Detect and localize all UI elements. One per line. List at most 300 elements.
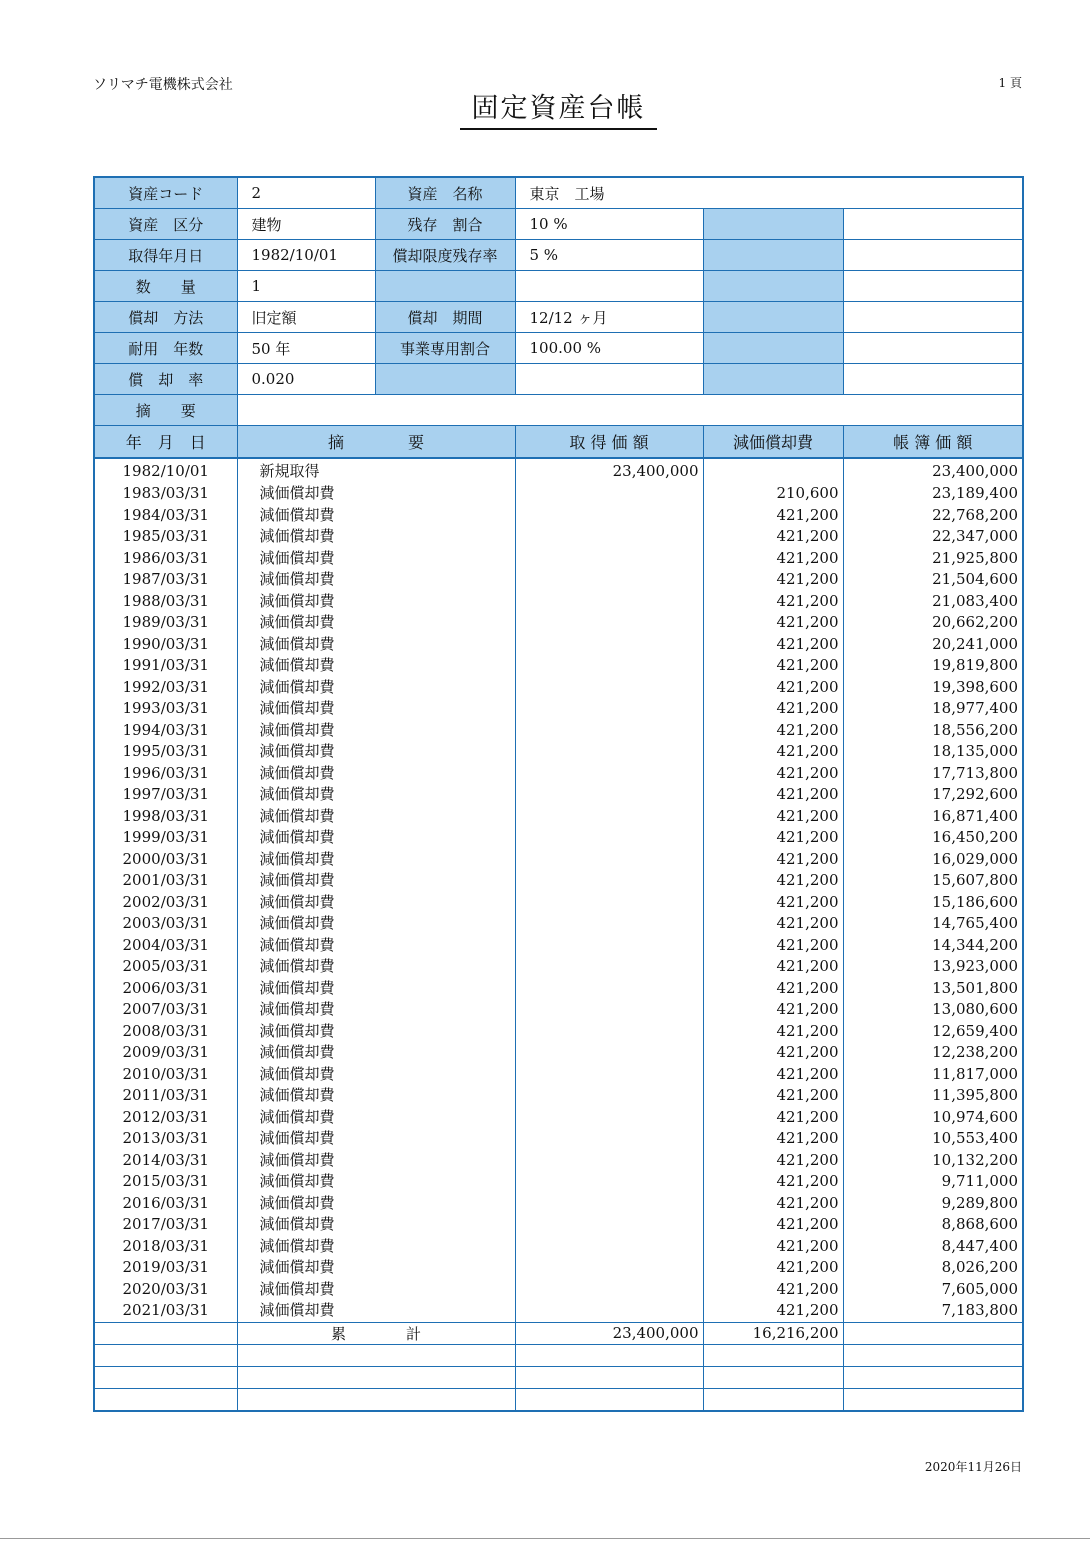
info-label: 償却限度残存率: [375, 240, 515, 271]
table-row: [94, 892, 1023, 914]
row-depreciation: [703, 458, 843, 483]
row-date: 2005/03/31: [94, 956, 237, 978]
row-book-value: 18,556,200: [843, 720, 1023, 742]
row-depreciation: 421,200: [703, 1085, 843, 1107]
row-description: 減価償却費: [237, 870, 515, 892]
row-date: 2021/03/31: [94, 1300, 237, 1322]
info-row: [94, 240, 1023, 271]
row-acquisition: [515, 1150, 703, 1172]
info-value: 1982/10/01: [237, 240, 375, 271]
blank-row: [94, 1344, 1023, 1366]
row-description: 減価償却費: [237, 1021, 515, 1043]
row-description: 減価償却費: [237, 741, 515, 763]
table-row: [94, 720, 1023, 742]
page-bottom-divider: [0, 1538, 1090, 1539]
row-acquisition: [515, 784, 703, 806]
row-date: 2019/03/31: [94, 1257, 237, 1279]
row-date: 1986/03/31: [94, 548, 237, 570]
info-value: 1: [237, 271, 375, 302]
total-row: [94, 1322, 1023, 1344]
row-depreciation: 421,200: [703, 806, 843, 828]
row-description: 減価償却費: [237, 763, 515, 785]
row-depreciation: 421,200: [703, 698, 843, 720]
blank-cell: [237, 1366, 515, 1388]
row-date: 1985/03/31: [94, 526, 237, 548]
row-book-value: 21,083,400: [843, 591, 1023, 613]
row-date: 2017/03/31: [94, 1214, 237, 1236]
info-row: [94, 177, 1023, 209]
info-value-empty: [843, 240, 1023, 271]
row-book-value: 7,183,800: [843, 1300, 1023, 1322]
row-depreciation: 421,200: [703, 956, 843, 978]
row-acquisition: [515, 634, 703, 656]
info-label: 耐用 年数: [94, 333, 237, 364]
info-label: 資産コード: [94, 177, 237, 209]
col-header-depreciation: 減価償却費: [703, 426, 843, 459]
row-description: 減価償却費: [237, 1150, 515, 1172]
blank-cell: [703, 1344, 843, 1366]
row-acquisition: [515, 892, 703, 914]
info-label: 事業専用割合: [375, 333, 515, 364]
row-depreciation: 421,200: [703, 870, 843, 892]
table-row: [94, 1085, 1023, 1107]
row-depreciation: 421,200: [703, 612, 843, 634]
row-description: 減価償却費: [237, 1171, 515, 1193]
row-book-value: 11,395,800: [843, 1085, 1023, 1107]
row-book-value: 16,029,000: [843, 849, 1023, 871]
row-date: 2000/03/31: [94, 849, 237, 871]
row-date: 2002/03/31: [94, 892, 237, 914]
row-book-value: 12,659,400: [843, 1021, 1023, 1043]
column-header-row: [94, 426, 1023, 459]
row-description: 減価償却費: [237, 720, 515, 742]
row-book-value: 15,186,600: [843, 892, 1023, 914]
row-date: 2007/03/31: [94, 999, 237, 1021]
blank-cell: [703, 1366, 843, 1388]
row-depreciation: 421,200: [703, 1128, 843, 1150]
row-book-value: 11,817,000: [843, 1064, 1023, 1086]
blank-cell: [515, 1366, 703, 1388]
row-depreciation: 421,200: [703, 1236, 843, 1258]
blank-row: [94, 1366, 1023, 1388]
table-row: [94, 1236, 1023, 1258]
row-depreciation: 210,600: [703, 483, 843, 505]
table-row: [94, 591, 1023, 613]
row-description: 減価償却費: [237, 698, 515, 720]
row-depreciation: 421,200: [703, 1300, 843, 1322]
asset-name-value: 東京 工場: [515, 177, 1023, 209]
info-label: 数 量: [94, 271, 237, 302]
row-date: 1991/03/31: [94, 655, 237, 677]
table-row: [94, 827, 1023, 849]
info-label: 取得年月日: [94, 240, 237, 271]
info-label: [375, 364, 515, 395]
row-book-value: 17,292,600: [843, 784, 1023, 806]
table-row: [94, 1064, 1023, 1086]
table-row: [94, 548, 1023, 570]
row-book-value: 16,871,400: [843, 806, 1023, 828]
row-depreciation: 421,200: [703, 1279, 843, 1301]
row-acquisition: [515, 1214, 703, 1236]
info-row: [94, 333, 1023, 364]
table-row: [94, 1279, 1023, 1301]
row-acquisition: [515, 763, 703, 785]
info-row: [94, 364, 1023, 395]
row-date: 1998/03/31: [94, 806, 237, 828]
row-book-value: 8,026,200: [843, 1257, 1023, 1279]
table-row: [94, 655, 1023, 677]
row-description: 減価償却費: [237, 806, 515, 828]
info-value-empty: [843, 271, 1023, 302]
row-depreciation: 421,200: [703, 935, 843, 957]
row-description: 減価償却費: [237, 1257, 515, 1279]
row-description: 減価償却費: [237, 1214, 515, 1236]
total-acquisition: 23,400,000: [515, 1322, 703, 1344]
table-row: [94, 698, 1023, 720]
table-row: [94, 1193, 1023, 1215]
row-book-value: 23,189,400: [843, 483, 1023, 505]
info-value: 旧定額: [237, 302, 375, 333]
row-date: 2020/03/31: [94, 1279, 237, 1301]
row-date: 2003/03/31: [94, 913, 237, 935]
row-acquisition: [515, 827, 703, 849]
row-book-value: 20,241,000: [843, 634, 1023, 656]
row-depreciation: 421,200: [703, 849, 843, 871]
row-book-value: 8,868,600: [843, 1214, 1023, 1236]
row-acquisition: [515, 677, 703, 699]
blank-row: [94, 1388, 1023, 1411]
row-acquisition: [515, 698, 703, 720]
row-depreciation: 421,200: [703, 999, 843, 1021]
row-date: 1989/03/31: [94, 612, 237, 634]
row-book-value: 18,977,400: [843, 698, 1023, 720]
table-row: [94, 569, 1023, 591]
row-book-value: 12,238,200: [843, 1042, 1023, 1064]
info-value-empty: [843, 209, 1023, 240]
blank-cell: [843, 1366, 1023, 1388]
asset-ledger-table: [93, 176, 1024, 1412]
row-acquisition: [515, 849, 703, 871]
blank-cell: [94, 1388, 237, 1411]
ledger-body: [94, 177, 1023, 1411]
row-date: 2011/03/31: [94, 1085, 237, 1107]
row-acquisition: [515, 655, 703, 677]
col-header-description: 摘 要: [237, 426, 515, 459]
row-date: 1996/03/31: [94, 763, 237, 785]
info-value: 10 %: [515, 209, 703, 240]
blank-cell: [94, 1344, 237, 1366]
row-acquisition: [515, 1300, 703, 1322]
row-description: 減価償却費: [237, 1064, 515, 1086]
table-row: [94, 999, 1023, 1021]
row-depreciation: 421,200: [703, 591, 843, 613]
memo-label: 摘 要: [94, 395, 237, 426]
row-acquisition: [515, 978, 703, 1000]
row-book-value: 9,711,000: [843, 1171, 1023, 1193]
blank-cell: [94, 1366, 237, 1388]
row-description: 減価償却費: [237, 935, 515, 957]
table-row: [94, 935, 1023, 957]
row-book-value: 15,607,800: [843, 870, 1023, 892]
col-header-date: 年 月 日: [94, 426, 237, 459]
row-book-value: 13,080,600: [843, 999, 1023, 1021]
row-acquisition: [515, 999, 703, 1021]
table-row: [94, 978, 1023, 1000]
row-acquisition: [515, 1042, 703, 1064]
blank-cell: [843, 1388, 1023, 1411]
table-row: [94, 741, 1023, 763]
row-date: 2016/03/31: [94, 1193, 237, 1215]
row-depreciation: 421,200: [703, 1214, 843, 1236]
row-description: 減価償却費: [237, 999, 515, 1021]
row-date: 2006/03/31: [94, 978, 237, 1000]
row-acquisition: [515, 1193, 703, 1215]
row-date: 1997/03/31: [94, 784, 237, 806]
col-header-book-value: 帳 簿 価 額: [843, 426, 1023, 459]
row-description: 減価償却費: [237, 655, 515, 677]
row-date: 2012/03/31: [94, 1107, 237, 1129]
info-value-empty: [843, 364, 1023, 395]
blank-cell: [703, 1388, 843, 1411]
row-date: 1983/03/31: [94, 483, 237, 505]
row-description: 減価償却費: [237, 1279, 515, 1301]
row-date: 2015/03/31: [94, 1171, 237, 1193]
table-row: [94, 849, 1023, 871]
table-row: [94, 806, 1023, 828]
row-acquisition: 23,400,000: [515, 458, 703, 483]
info-label: 償却 方法: [94, 302, 237, 333]
row-description: 減価償却費: [237, 483, 515, 505]
row-description: 減価償却費: [237, 784, 515, 806]
row-depreciation: 421,200: [703, 720, 843, 742]
row-description: 減価償却費: [237, 526, 515, 548]
table-row: [94, 634, 1023, 656]
table-row: [94, 1257, 1023, 1279]
row-acquisition: [515, 720, 703, 742]
company-name: ソリマチ電機株式会社: [93, 77, 233, 93]
blank-cell: [237, 1388, 515, 1411]
row-acquisition: [515, 1064, 703, 1086]
info-label: 残存 割合: [375, 209, 515, 240]
row-description: 減価償却費: [237, 591, 515, 613]
row-acquisition: [515, 1171, 703, 1193]
row-depreciation: 421,200: [703, 655, 843, 677]
row-date: 2004/03/31: [94, 935, 237, 957]
table-row: [94, 458, 1023, 483]
row-depreciation: 421,200: [703, 548, 843, 570]
row-description: 減価償却費: [237, 1107, 515, 1129]
row-book-value: 21,925,800: [843, 548, 1023, 570]
row-acquisition: [515, 1021, 703, 1043]
row-date: 1993/03/31: [94, 698, 237, 720]
table-row: [94, 505, 1023, 527]
table-row: [94, 526, 1023, 548]
info-value: 50 年: [237, 333, 375, 364]
row-description: 減価償却費: [237, 1042, 515, 1064]
row-date: 1995/03/31: [94, 741, 237, 763]
row-acquisition: [515, 935, 703, 957]
row-book-value: 20,662,200: [843, 612, 1023, 634]
page-number: 1 頁: [998, 76, 1022, 90]
row-book-value: 8,447,400: [843, 1236, 1023, 1258]
total-label: 累 計: [237, 1322, 515, 1344]
print-date: 2020年11月26日: [924, 1460, 1022, 1474]
row-description: 新規取得: [237, 458, 515, 483]
info-row: [94, 302, 1023, 333]
memo-row: [94, 395, 1023, 426]
total-depreciation: 16,216,200: [703, 1322, 843, 1344]
row-date: 2010/03/31: [94, 1064, 237, 1086]
row-description: 減価償却費: [237, 849, 515, 871]
row-book-value: 13,501,800: [843, 978, 1023, 1000]
row-acquisition: [515, 591, 703, 613]
row-depreciation: 421,200: [703, 741, 843, 763]
table-row: [94, 870, 1023, 892]
row-depreciation: 421,200: [703, 978, 843, 1000]
row-book-value: 13,923,000: [843, 956, 1023, 978]
table-row: [94, 763, 1023, 785]
row-book-value: 17,713,800: [843, 763, 1023, 785]
info-value: [515, 271, 703, 302]
row-acquisition: [515, 1128, 703, 1150]
info-label-empty: [703, 333, 843, 364]
table-row: [94, 913, 1023, 935]
row-description: 減価償却費: [237, 913, 515, 935]
blank-cell: [515, 1388, 703, 1411]
row-book-value: 19,819,800: [843, 655, 1023, 677]
info-value: 建物: [237, 209, 375, 240]
row-book-value: 19,398,600: [843, 677, 1023, 699]
row-acquisition: [515, 612, 703, 634]
row-depreciation: 421,200: [703, 526, 843, 548]
row-description: 減価償却費: [237, 1193, 515, 1215]
row-depreciation: 421,200: [703, 784, 843, 806]
info-label: 償 却 率: [94, 364, 237, 395]
info-value-empty: [843, 333, 1023, 364]
row-depreciation: 421,200: [703, 1150, 843, 1172]
row-date: 2013/03/31: [94, 1128, 237, 1150]
row-depreciation: 421,200: [703, 827, 843, 849]
table-row: [94, 1128, 1023, 1150]
row-depreciation: 421,200: [703, 505, 843, 527]
table-row: [94, 1300, 1023, 1322]
row-acquisition: [515, 1279, 703, 1301]
blank-cell: [237, 1344, 515, 1366]
row-book-value: 10,974,600: [843, 1107, 1023, 1129]
row-acquisition: [515, 526, 703, 548]
table-row: [94, 483, 1023, 505]
row-date: 1992/03/31: [94, 677, 237, 699]
info-value: 2: [237, 177, 375, 209]
row-description: 減価償却費: [237, 505, 515, 527]
blank-cell: [843, 1344, 1023, 1366]
row-date: 1984/03/31: [94, 505, 237, 527]
table-row: [94, 1107, 1023, 1129]
row-date: 1999/03/31: [94, 827, 237, 849]
row-book-value: 22,768,200: [843, 505, 1023, 527]
info-label: 償却 期間: [375, 302, 515, 333]
row-acquisition: [515, 1085, 703, 1107]
row-book-value: 9,289,800: [843, 1193, 1023, 1215]
info-label-empty: [703, 364, 843, 395]
row-date: 1990/03/31: [94, 634, 237, 656]
row-book-value: 22,347,000: [843, 526, 1023, 548]
info-label-empty: [703, 302, 843, 333]
row-depreciation: 421,200: [703, 913, 843, 935]
row-depreciation: 421,200: [703, 1064, 843, 1086]
table-row: [94, 612, 1023, 634]
row-depreciation: 421,200: [703, 763, 843, 785]
table-row: [94, 677, 1023, 699]
info-value-empty: [843, 302, 1023, 333]
row-description: 減価償却費: [237, 827, 515, 849]
row-date: 2018/03/31: [94, 1236, 237, 1258]
row-acquisition: [515, 913, 703, 935]
info-value: 12/12 ヶ月: [515, 302, 703, 333]
row-acquisition: [515, 1107, 703, 1129]
row-description: 減価償却費: [237, 569, 515, 591]
info-label-empty: [703, 209, 843, 240]
row-acquisition: [515, 956, 703, 978]
info-value: 5 %: [515, 240, 703, 271]
table-row: [94, 1150, 1023, 1172]
table-row: [94, 1214, 1023, 1236]
row-acquisition: [515, 1236, 703, 1258]
row-acquisition: [515, 806, 703, 828]
row-acquisition: [515, 741, 703, 763]
row-depreciation: 421,200: [703, 1042, 843, 1064]
row-acquisition: [515, 505, 703, 527]
row-acquisition: [515, 483, 703, 505]
row-description: 減価償却費: [237, 548, 515, 570]
info-value: [515, 364, 703, 395]
row-depreciation: 421,200: [703, 1193, 843, 1215]
row-depreciation: 421,200: [703, 569, 843, 591]
row-depreciation: 421,200: [703, 677, 843, 699]
row-date: 1988/03/31: [94, 591, 237, 613]
row-book-value: 23,400,000: [843, 458, 1023, 483]
table-row: [94, 1042, 1023, 1064]
info-value: 100.00 %: [515, 333, 703, 364]
row-book-value: 7,605,000: [843, 1279, 1023, 1301]
info-label: 資産 名称: [375, 177, 515, 209]
row-description: 減価償却費: [237, 1300, 515, 1322]
table-row: [94, 1171, 1023, 1193]
row-book-value: 18,135,000: [843, 741, 1023, 763]
row-acquisition: [515, 569, 703, 591]
row-date: 2009/03/31: [94, 1042, 237, 1064]
row-depreciation: 421,200: [703, 1107, 843, 1129]
row-date: 2001/03/31: [94, 870, 237, 892]
row-depreciation: 421,200: [703, 892, 843, 914]
row-description: 減価償却費: [237, 956, 515, 978]
row-description: 減価償却費: [237, 1085, 515, 1107]
row-description: 減価償却費: [237, 892, 515, 914]
total-book-empty: [843, 1322, 1023, 1344]
row-acquisition: [515, 870, 703, 892]
row-date: 1994/03/31: [94, 720, 237, 742]
row-depreciation: 421,200: [703, 1021, 843, 1043]
info-label: [375, 271, 515, 302]
row-book-value: 16,450,200: [843, 827, 1023, 849]
row-description: 減価償却費: [237, 634, 515, 656]
total-date-empty: [94, 1322, 237, 1344]
row-book-value: 10,132,200: [843, 1150, 1023, 1172]
row-description: 減価償却費: [237, 978, 515, 1000]
table-row: [94, 784, 1023, 806]
info-value: 0.020: [237, 364, 375, 395]
row-depreciation: 421,200: [703, 1257, 843, 1279]
